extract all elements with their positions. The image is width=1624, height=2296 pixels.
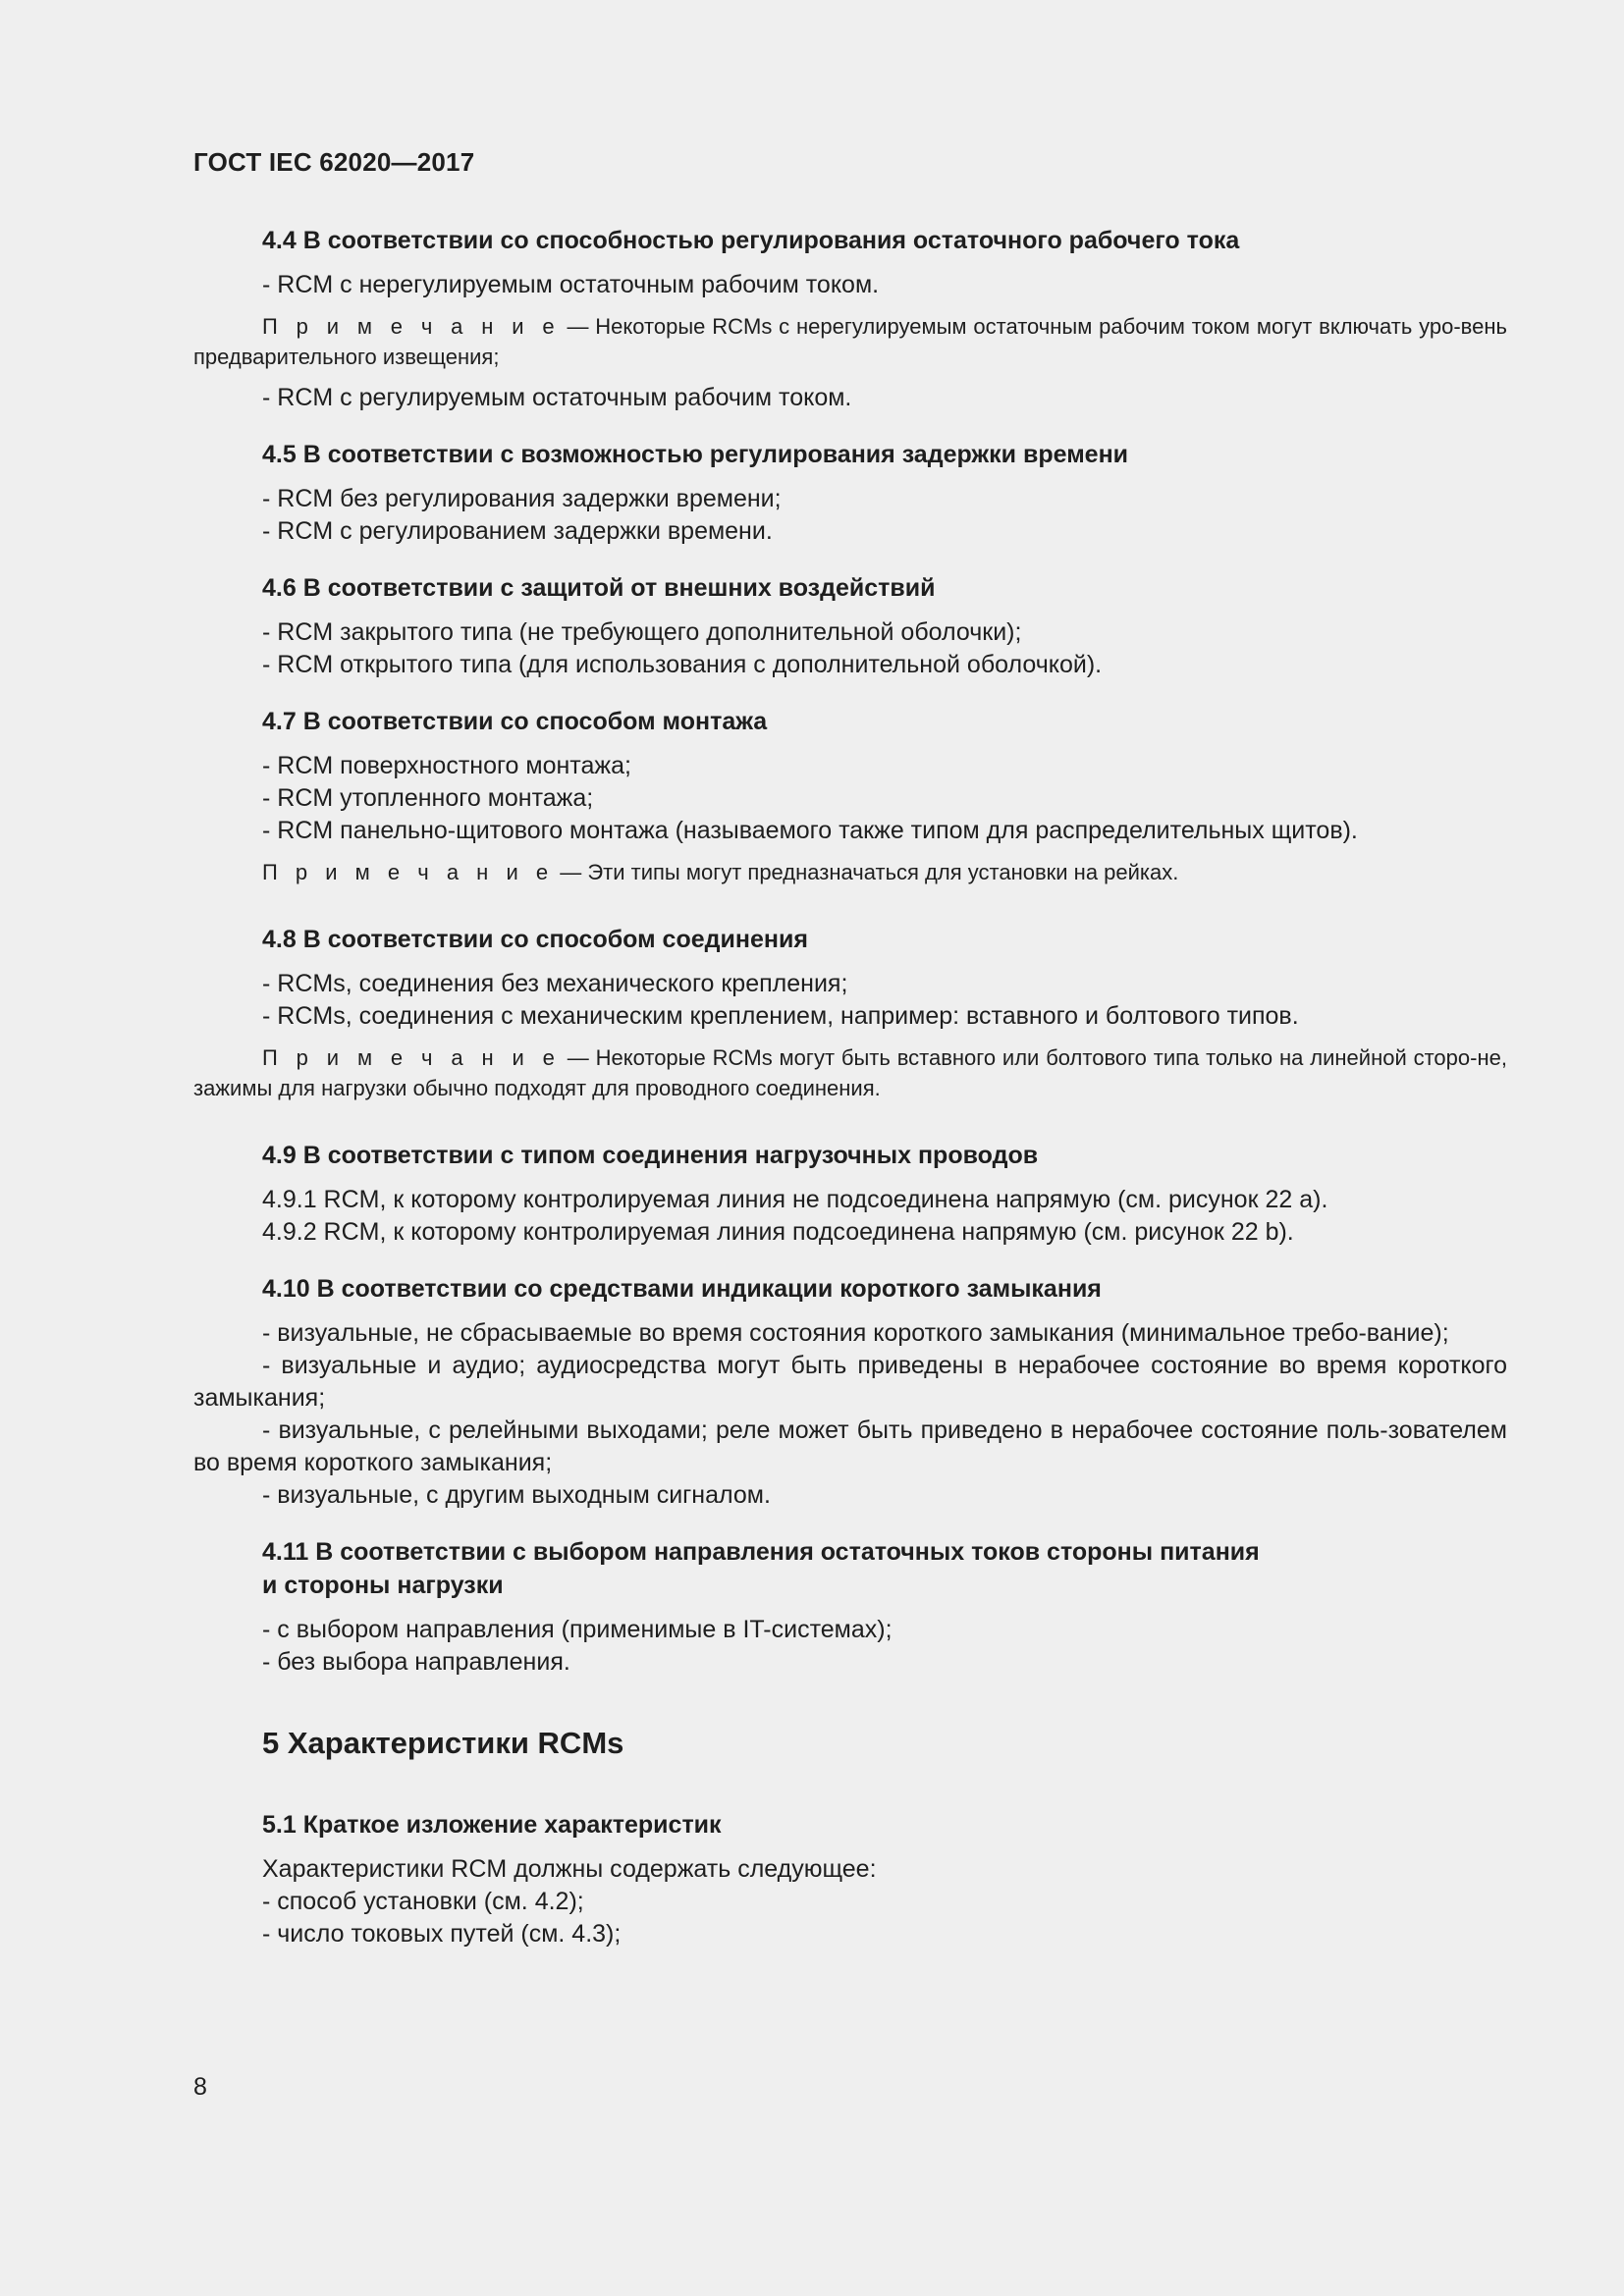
note-4-8 xyxy=(193,1042,1507,1103)
list-item: - RCMs, соединения без механического крепления; xyxy=(262,970,848,997)
section-5-title: 5 Характеристики RCMs xyxy=(262,1726,624,1760)
list-item: - RCMs, соединения с механическим креплением, например: вставного и болтового типов. xyxy=(262,1002,1299,1030)
section-4-8-title: 4.8 В соответствии со способом соединения xyxy=(262,926,808,953)
document-body xyxy=(193,224,1507,1950)
note-label: П р и м е ч а н и е xyxy=(262,860,555,884)
section-4-10-title: 4.10 В соответствии со средствами индикации короткого замыкания xyxy=(262,1275,1102,1303)
section-4-7-title: 4.7 В соответствии со способом монтажа xyxy=(262,708,768,735)
list-item: - RCM открытого типа (для использования с дополнительной оболочкой). xyxy=(262,651,1103,678)
note-label: П р и м е ч а н и е xyxy=(262,1045,561,1070)
section-4-11-title-line2: и стороны нагрузки xyxy=(262,1572,504,1599)
list-item: - RCM с нерегулируемым остаточным рабочим током. xyxy=(262,271,880,298)
list-item: - RCM с регулированием задержки времени. xyxy=(262,517,773,545)
list-item: - визуальные, с другим выходным сигналом. xyxy=(262,1481,771,1509)
section-4-9-title: 4.9 В соответствии с типом соединения нагрузочных проводов xyxy=(262,1142,1039,1169)
note-dash: — xyxy=(567,314,589,339)
list-item: - RCM с регулируемым остаточным рабочим током. xyxy=(262,384,852,411)
list-item: - RCM без регулирования задержки времени; xyxy=(262,485,782,512)
document-header: ГОСТ IEC 62020—2017 xyxy=(193,147,475,177)
list-item: - визуальные, с релейными выходами; реле может быть приведено в нерабочее состояние поль-зователем во время короткого замыкания; xyxy=(193,1416,1507,1476)
list-item: - RCM утопленного монтажа; xyxy=(262,784,594,812)
page-number: 8 xyxy=(193,2073,207,2101)
note-dash: — xyxy=(560,860,582,884)
list-item: - RCM поверхностного монтажа; xyxy=(262,752,631,779)
list-item: - визуальные и аудио; аудиосредства могут быть приведены в нерабочее состояние во время короткого замыкания; xyxy=(193,1352,1507,1412)
note-label: П р и м е ч а н и е xyxy=(262,314,561,339)
note-text: Некоторые RCMs с нерегулируемым остаточным рабочим током могут включать уро-вень предварительного извещения; xyxy=(193,314,1507,369)
list-item: - RCM панельно-щитового монтажа (называемого также типом для распределительных щитов). xyxy=(262,817,1358,844)
note-text: Эти типы могут предназначаться для установки на рейках. xyxy=(587,860,1179,884)
list-item: - визуальные, не сбрасываемые во время состояния короткого замыкания (минимальное требо-вание); xyxy=(262,1319,1449,1347)
paragraph: Характеристики RCM должны содержать следующее: xyxy=(262,1855,877,1883)
note-4-4 xyxy=(193,311,1507,372)
note-dash: — xyxy=(567,1045,589,1070)
note-text: Некоторые RCMs могут быть вставного или болтового типа только на линейной сторо-не, зажимы для нагрузки обычно подходят для проводного соединения. xyxy=(193,1045,1507,1100)
section-4-11-title-line1: 4.11 В соответствии с выбором направления остаточных токов стороны питания xyxy=(262,1538,1260,1566)
section-5-1-title: 5.1 Краткое изложение характеристик xyxy=(262,1811,722,1839)
list-item: - число токовых путей (см. 4.3); xyxy=(262,1920,622,1948)
list-item: - способ установки (см. 4.2); xyxy=(262,1888,584,1915)
list-item: - с выбором направления (применимые в IT-системах); xyxy=(262,1616,893,1643)
list-item: 4.9.1 RCM, к которому контролируемая линия не подсоединена напрямую (см. рисунок 22 а). xyxy=(262,1186,1328,1213)
section-4-4-title: 4.4 В соответствии со способностью регулирования остаточного рабочего тока xyxy=(262,227,1240,254)
section-4-5-title: 4.5 В соответствии с возможностью регулирования задержки времени xyxy=(262,441,1129,468)
list-item: - без выбора направления. xyxy=(262,1648,570,1676)
note-4-7 xyxy=(193,857,1507,887)
section-4-6-title: 4.6 В соответствии с защитой от внешних воздействий xyxy=(262,574,936,602)
list-item: - RCM закрытого типа (не требующего дополнительной оболочки); xyxy=(262,618,1022,646)
list-item: 4.9.2 RCM, к которому контролируемая линия подсоединена напрямую (см. рисунок 22 b). xyxy=(262,1218,1294,1246)
